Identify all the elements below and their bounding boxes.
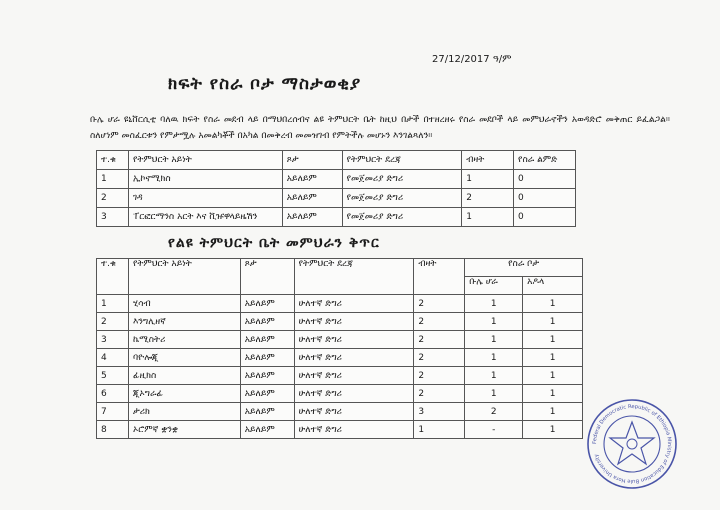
cell-subject: ኦሮምኛ ቋንቋ [128,421,240,439]
cell-no: 7 [97,403,129,421]
cell-bule-hora: - [465,421,523,439]
cell-quantity: 2 [414,385,465,403]
col-header-no: ተ.ቁ [97,259,129,295]
seal-outer-ring [588,400,676,488]
cell-quantity: 1 [414,421,465,439]
col-header-level: የትምህርት ደረጃ [342,151,462,170]
table-row [97,331,583,349]
cell-bule-hora: 1 [465,349,523,367]
col-header-subject: የትምህርት አይነት [128,259,240,295]
cell-adola: 1 [523,331,583,349]
cell-no: 1 [97,170,129,189]
cell-level: ሁለተኛ ድግሪ [294,313,414,331]
cell-bule-hora: 1 [465,295,523,313]
cell-sex: አይለይም [240,421,294,439]
cell-sex: አይለይም [240,331,294,349]
col-header-workplace: የስራ ቦታ [465,259,583,277]
cell-sex: አይለይም [240,403,294,421]
cell-subject: ገዳ [128,189,282,208]
cell-subject: ፊዚክስ [128,367,240,385]
cell-adola: 1 [523,385,583,403]
document-date: 27/12/2017 ዓ/ም [432,54,512,65]
cell-quantity: 2 [414,313,465,331]
cell-adola: 1 [523,349,583,367]
section-subtitle: የልዩ ትምህርት ቤት መምህራን ቅጥር [168,235,380,251]
cell-subject: እንግሊዘኛ [128,313,240,331]
cell-level: ሁለተኛ ድግሪ [294,385,414,403]
page-title: ክፍት የስራ ቦታ ማስታወቂያ [168,74,362,94]
cell-quantity: 2 [414,349,465,367]
table-row [97,208,576,227]
table-row [97,313,583,331]
cell-level: ሁለተኛ ድግሪ [294,403,414,421]
col-header-quantity: ብዛት [414,259,465,295]
cell-subject: ኬሚስትሪ [128,331,240,349]
cell-level: ሁለተኛ ድግሪ [294,349,414,367]
cell-no: 4 [97,349,129,367]
cell-adola: 1 [523,421,583,439]
cell-bule-hora: 1 [465,367,523,385]
table-row [97,421,583,439]
cell-level: ሁለተኛ ድግሪ [294,367,414,385]
special-school-table [96,258,583,439]
cell-sex: አይለይም [282,170,342,189]
cell-adola: 1 [523,313,583,331]
cell-level: ሁለተኛ ድግሪ [294,421,414,439]
table-row [97,367,583,385]
cell-no: 2 [97,189,129,208]
table-row [97,385,583,403]
cell-sex: አይለይም [240,349,294,367]
cell-sex: አይለይም [240,367,294,385]
intro-paragraph: ቡሌ ሆራ ዩኒቨርሲቲ ባለዉ ክፍት የስራ መደብ ላይ በማህበረሰብና ልዩ ትምህርት ቤት ከዚህ በታች በተዘረዘሩ የስራ መደቦች ላይ መምህራኖችን አወዳድሮ መቅጠር ይፈልጋል። ስለሆነም መስፈርቱን የምታሟሉ አመልካቾች በአካል በመቅረብ መመዝገብ የምትችሉ መሆኑን እንገልጻለን። [90,115,670,141]
cell-bule-hora: 1 [465,313,523,331]
cell-quantity: 2 [462,189,514,208]
cell-sex: አይለይም [240,385,294,403]
col-header-sex: ጾታ [282,151,342,170]
cell-quantity: 2 [414,295,465,313]
cell-subject: ታሪክ [128,403,240,421]
cell-no: 3 [97,331,129,349]
col-header-quantity: ብዛት [462,151,514,170]
cell-level: የመጀመሪያ ድግሪ [342,208,462,227]
cell-quantity: 1 [462,170,514,189]
cell-sex: አይለይም [240,295,294,313]
seal-center-dot [627,439,637,449]
cell-adola: 1 [523,403,583,421]
cell-subject: ኢኮኖሚክስ [128,170,282,189]
cell-level: ሁለተኛ ድግሪ [294,295,414,313]
cell-subject: ሂሳብ [128,295,240,313]
cell-bule-hora: 1 [465,331,523,349]
cell-adola: 1 [523,367,583,385]
cell-sex: አይለይም [282,208,342,227]
cell-experience: 0 [514,208,576,227]
col-header-no: ተ.ቁ [97,151,129,170]
col-header-level: የትምህርት ደረጃ [294,259,414,295]
cell-no: 1 [97,295,129,313]
table-row [97,170,576,189]
col-header-experience: የስራ ልምድ [514,151,576,170]
cell-quantity: 2 [414,367,465,385]
cell-sex: አይለይም [240,313,294,331]
cell-bule-hora: 2 [465,403,523,421]
table-header-row [97,151,576,170]
col-header-subject: የትምህርት አይነት [128,151,282,170]
cell-experience: 0 [514,189,576,208]
table-row [97,349,583,367]
cell-level: የመጀመሪያ ድግሪ [342,189,462,208]
table-row [97,295,583,313]
cell-subject: ጂኦግራፊ [128,385,240,403]
cell-experience: 0 [514,170,576,189]
seal-star-icon [610,422,654,464]
cell-no: 3 [97,208,129,227]
cell-no: 5 [97,367,129,385]
table-row [97,189,576,208]
cell-subject: ፐርፎርማንስ አርት እና ቪዡዋላይዜሽን [128,208,282,227]
cell-no: 8 [97,421,129,439]
seal-text-path: Federal Democratic Republic of Ethiopia Ministry of Education Bule Hora University [591,403,673,485]
cell-adola: 1 [523,295,583,313]
cell-sex: አይለይም [282,189,342,208]
cell-quantity: 3 [414,403,465,421]
col-header-adola: አዶላ [523,277,583,295]
cell-subject: ባዮሎጂ [128,349,240,367]
cell-level: የመጀመሪያ ድግሪ [342,170,462,189]
cell-level: ሁለተኛ ድግሪ [294,331,414,349]
cell-quantity: 1 [462,208,514,227]
cell-no: 2 [97,313,129,331]
cell-bule-hora: 1 [465,385,523,403]
table-header-row [97,259,583,277]
official-seal-stamp [586,398,678,490]
table-row [97,403,583,421]
col-header-bule-hora: ቡሌ ሆራ [465,277,523,295]
seal-inner-ring [604,416,660,472]
vacancy-table [96,150,576,227]
col-header-sex: ጾታ [240,259,294,295]
cell-no: 6 [97,385,129,403]
cell-quantity: 2 [414,331,465,349]
